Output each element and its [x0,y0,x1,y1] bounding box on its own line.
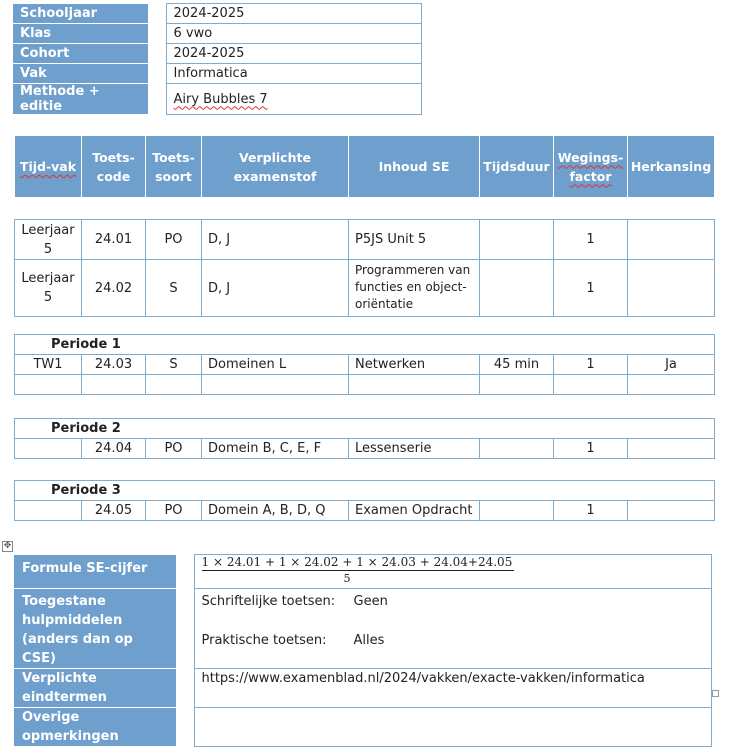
toets-header-table [14,136,715,197]
info-value[interactable]: 2024-2025 [166,44,421,64]
cell-duur[interactable] [480,439,554,459]
cell-inhoud[interactable]: Netwerken [349,355,480,375]
table-row [15,439,715,459]
cell-tijdvak[interactable]: Leerjaar 5 [15,220,82,260]
info-label: Klas [13,24,148,44]
periode-1-table [14,334,715,395]
schriftelijk-label: Schriftelijke toetsen: [201,594,336,609]
methode-value: Airy Bubbles 7 [173,91,268,107]
cell-empty[interactable] [554,375,628,395]
cell-empty[interactable] [628,375,715,395]
cell-duur[interactable]: 45 min [480,355,554,375]
table-row [15,220,715,260]
header-wegingsfactor: Wegings-factor [554,136,628,197]
header-examenstof: Verplichte examenstof [202,136,349,197]
cell-code[interactable]: 24.03 [82,355,146,375]
cell-inhoud[interactable]: Examen Opdracht [349,501,480,521]
periode-title: Periode 1 [15,335,715,355]
cell-tijdvak[interactable]: TW1 [15,355,82,375]
cell-stof[interactable]: Domein A, B, D, Q [202,501,349,521]
info-label: Cohort [13,44,148,64]
table-row [15,355,715,375]
formule-value [202,555,704,586]
info-table [13,3,422,115]
info-value[interactable]: 6 vwo [166,24,421,44]
cell-empty[interactable] [202,375,349,395]
cell-weging[interactable]: 1 [554,439,628,459]
cell-code[interactable]: 24.05 [82,501,146,521]
cell-soort[interactable]: PO [146,220,202,260]
header-toetssoort: Toets-soort [146,136,202,197]
formule-denominator: 5 [343,572,351,585]
leerjaar-table [14,219,715,317]
table-row [15,501,715,521]
cell-duur[interactable] [480,220,554,260]
cell-stof[interactable]: D, J [202,220,349,260]
cell-tijdvak[interactable] [15,439,82,459]
cell-herkansing[interactable] [628,439,715,459]
praktisch-value: Alles [353,633,385,648]
cell-weging[interactable]: 1 [554,260,628,317]
cell-stof[interactable]: Domeinen L [202,355,349,375]
cell-weging[interactable]: 1 [554,220,628,260]
formule-numerator: 1 × 24.01 + 1 × 24.02 + 1 × 24.03 + 24.04+24.05 [201,555,513,569]
eindtermen-value[interactable]: https://www.examenblad.nl/2024/vakken/exacte-vakken/informatica [194,669,711,708]
cell-code[interactable]: 24.01 [82,220,146,260]
table-row [15,375,715,395]
periode-3-table [14,480,715,521]
cell-inhoud[interactable]: Programmeren van functies en object-oriëntatie [349,260,480,317]
cell-code[interactable]: 24.02 [82,260,146,317]
info-row [13,4,421,24]
header-tijdsduur: Tijdsduur [480,136,554,197]
header-inhoud: Inhoud SE [349,136,480,197]
cell-soort[interactable]: S [146,355,202,375]
header-herkansing: Herkansing [628,136,715,197]
cell-herkansing[interactable] [628,220,715,260]
header-tijdvak: Tijd-vak [15,136,82,197]
eindtermen-label: Verplichte eindtermen [14,669,176,708]
cell-tijdvak[interactable]: Leerjaar 5 [15,260,82,317]
cell-herkansing[interactable] [628,260,715,317]
periode-title: Periode 2 [15,419,715,439]
resize-handle-icon[interactable] [712,690,719,697]
praktisch-row [202,631,704,650]
info-label: Vak [13,64,148,84]
hulpmiddelen-cell[interactable] [194,589,711,669]
table-row [15,260,715,317]
cell-weging[interactable]: 1 [554,501,628,521]
cell-duur[interactable] [480,260,554,317]
cell-herkansing[interactable] [628,501,715,521]
praktisch-label: Praktische toetsen: [201,633,327,648]
cell-empty[interactable] [146,375,202,395]
formule-label: Formule SE-cijfer [14,555,176,589]
info-row [13,44,421,64]
move-anchor-icon[interactable]: ✥ [3,541,12,551]
info-value[interactable]: Informatica [166,64,421,84]
cell-empty[interactable] [82,375,146,395]
cell-weging[interactable]: 1 [554,355,628,375]
cell-soort[interactable]: PO [146,501,202,521]
cell-soort[interactable]: PO [146,439,202,459]
cell-inhoud[interactable]: P5JS Unit 5 [349,220,480,260]
cell-soort[interactable]: S [146,260,202,317]
cell-inhoud[interactable]: Lessenserie [349,439,480,459]
info-row [13,64,421,84]
cell-code[interactable]: 24.04 [82,439,146,459]
header-toetscode: Toets-code [82,136,146,197]
periode-2-table [14,418,715,459]
cell-empty[interactable] [480,375,554,395]
formule-cell[interactable] [194,555,711,589]
overige-label: Overige opmerkingen [14,708,176,747]
cell-herkansing[interactable]: Ja [628,355,715,375]
se-formula-table [14,554,712,747]
periode-title: Periode 3 [15,481,715,501]
cell-empty[interactable] [349,375,480,395]
cell-stof[interactable]: D, J [202,260,349,317]
cell-tijdvak[interactable] [15,501,82,521]
hulpmiddelen-label: Toegestane hulpmiddelen (anders dan op CSE) [14,589,176,669]
schriftelijk-row [202,592,704,611]
overige-value[interactable] [194,708,711,747]
info-value[interactable] [166,84,421,115]
info-label: Methode + editie [13,84,148,115]
cell-duur[interactable] [480,501,554,521]
info-row [13,24,421,44]
info-value[interactable]: 2024-2025 [166,4,421,24]
info-row [13,84,421,115]
schriftelijk-value: Geen [353,594,388,609]
info-label: Schooljaar [13,4,148,24]
cell-empty[interactable] [15,375,82,395]
cell-stof[interactable]: Domein B, C, E, F [202,439,349,459]
